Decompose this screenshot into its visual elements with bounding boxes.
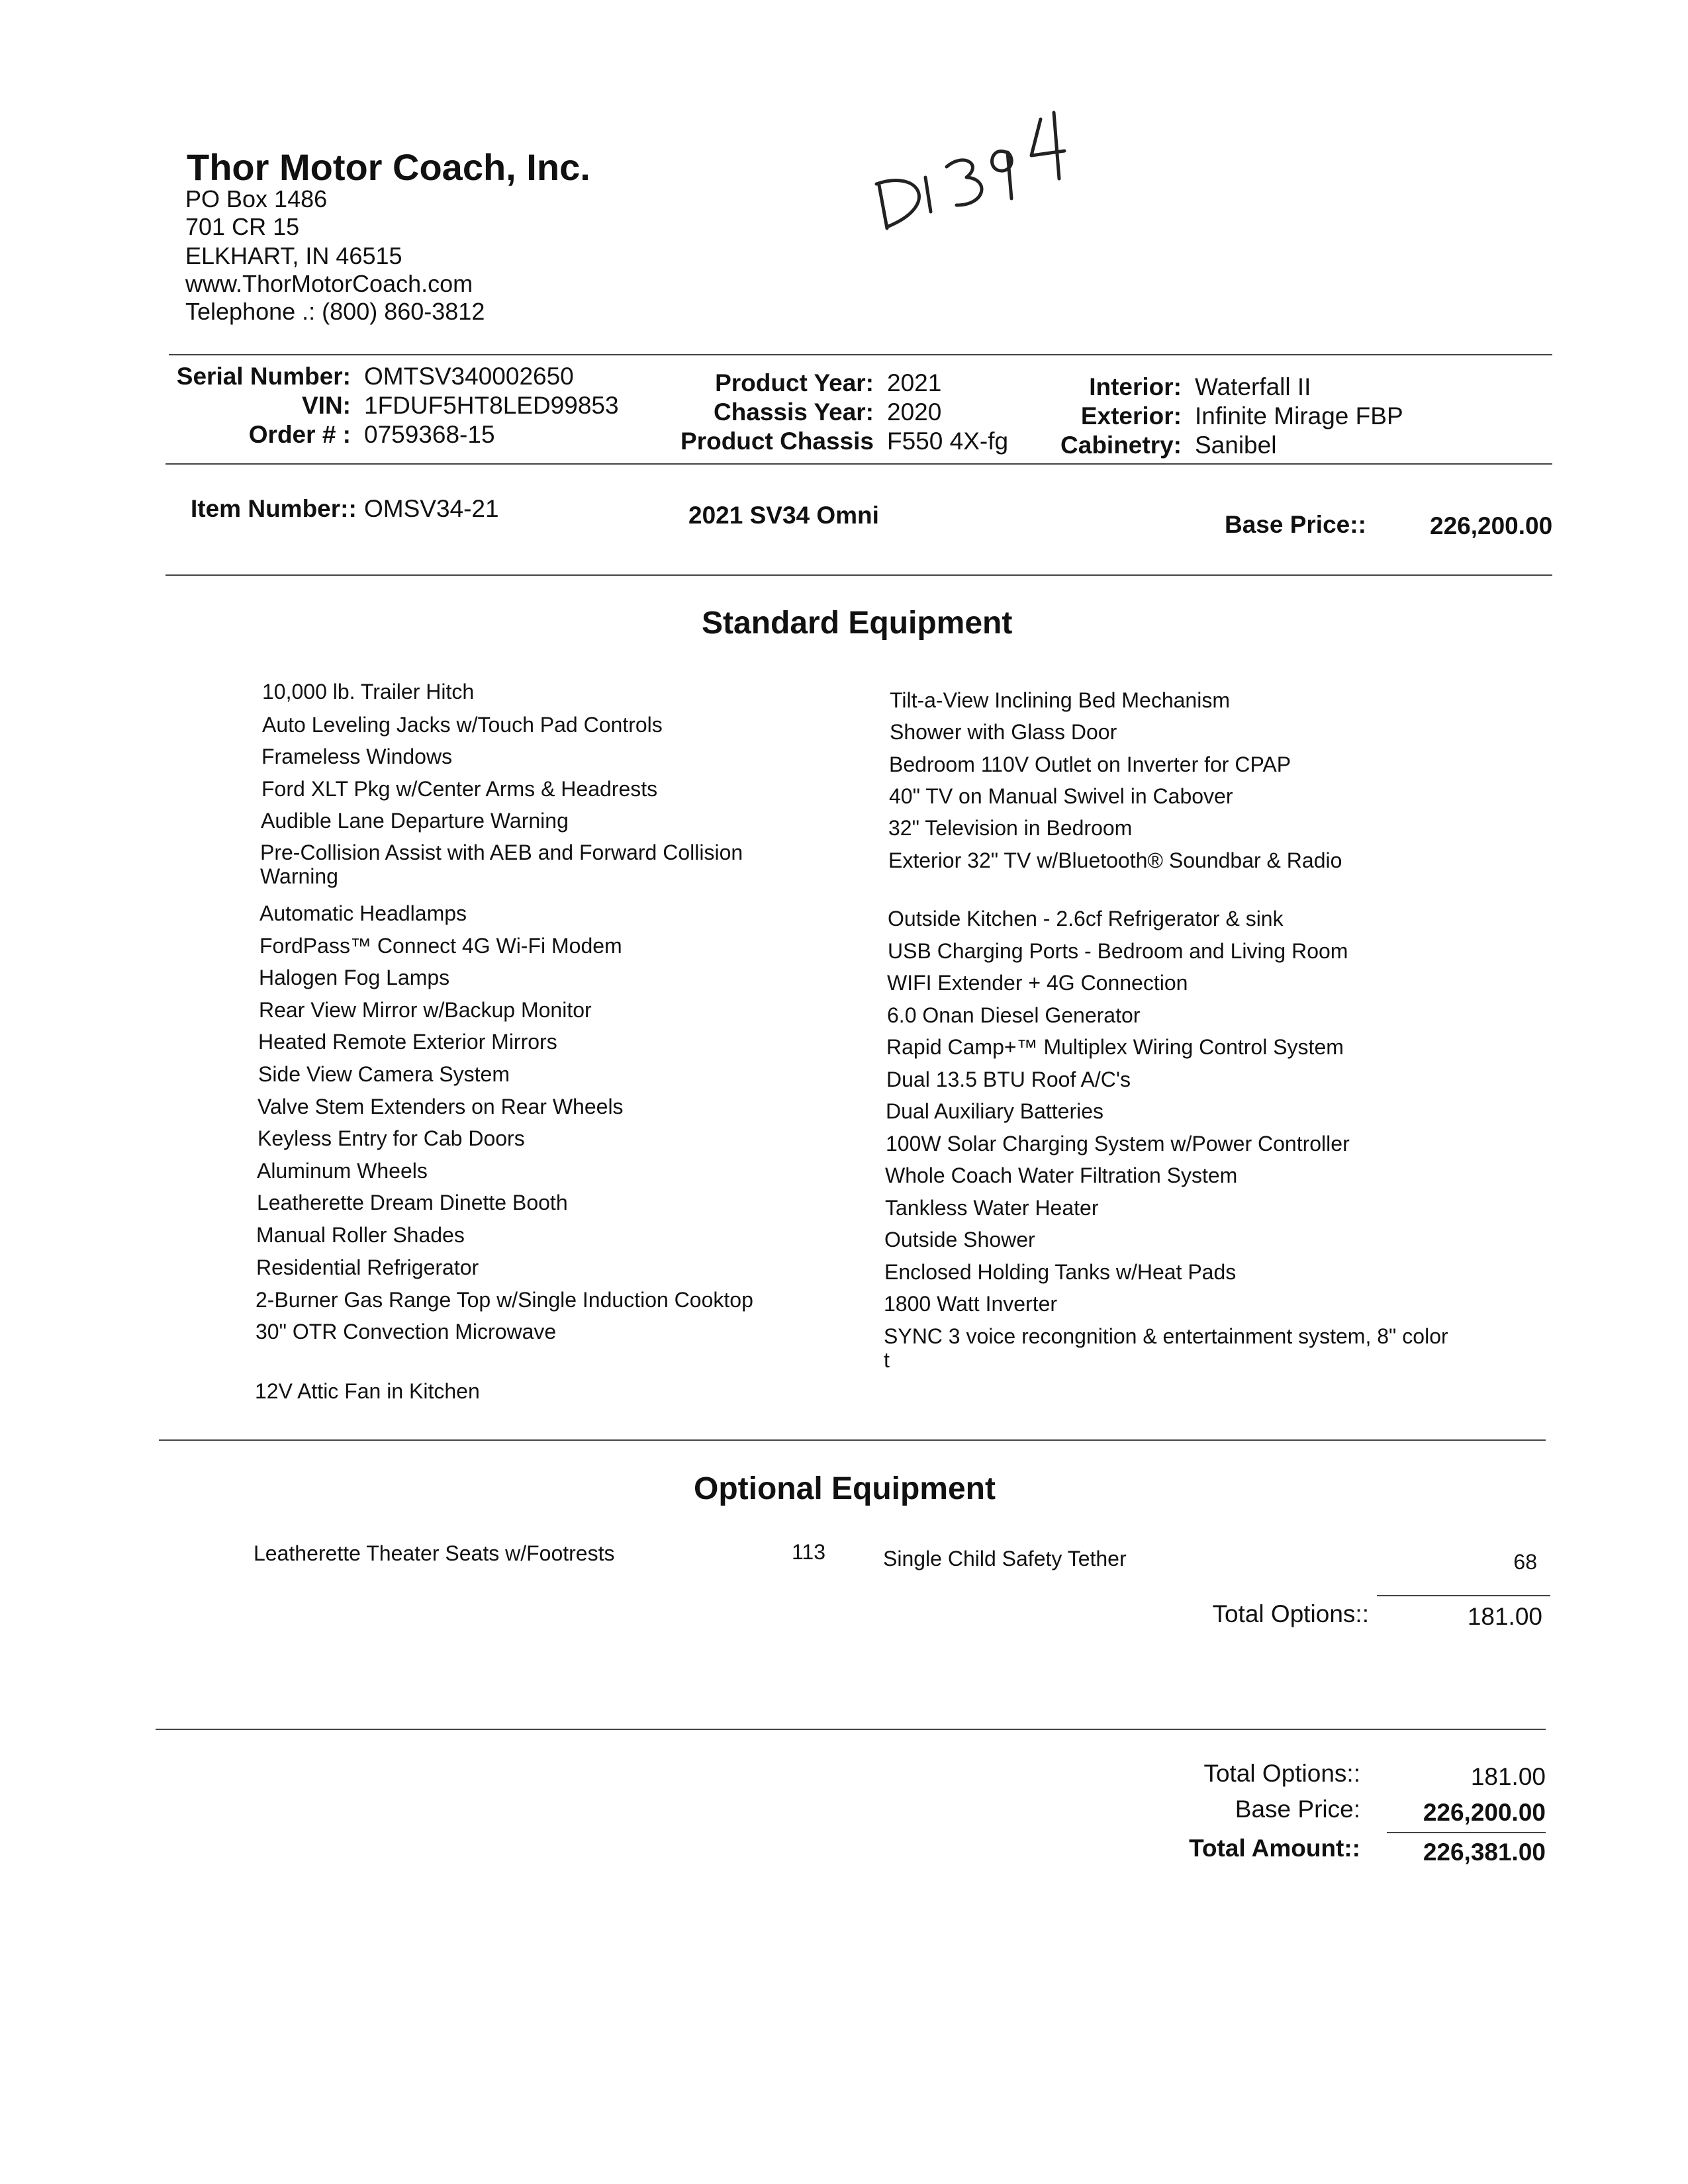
- item-number-label: Item Number::: [191, 495, 357, 522]
- std-left-item-9: Halogen Fog Lamps: [259, 966, 450, 989]
- rule-summary: [156, 1729, 1546, 1730]
- optional-total-value: 181.00: [1467, 1603, 1542, 1630]
- product-chassis-value: F550 4X-fg: [887, 428, 1009, 455]
- std-right-item-7: Outside Kitchen - 2.6cf Refrigerator & sink: [888, 907, 1284, 931]
- item-number-value: OMSV34-21: [364, 495, 499, 522]
- std-right-item-19: 1800 Watt Inverter: [884, 1292, 1058, 1316]
- address-line-2: 701 CR 15: [185, 213, 300, 240]
- summary-base-price-value: 226,200.00: [1423, 1799, 1546, 1826]
- std-right-item-20: SYNC 3 voice recongnition & entertainment system, 8" color t: [884, 1324, 1448, 1372]
- rule-item: [165, 574, 1552, 576]
- std-right-item-3: Bedroom 110V Outlet on Inverter for CPAP: [889, 752, 1291, 776]
- std-right-item-16: Tankless Water Heater: [885, 1196, 1099, 1220]
- summary-total-options-label: Total Options::: [1203, 1760, 1360, 1787]
- std-left-item-10: Rear View Mirror w/Backup Monitor: [259, 998, 592, 1022]
- std-right-item-12: Dual 13.5 BTU Roof A/C's: [886, 1068, 1131, 1091]
- optional-item-2-name: Single Child Safety Tether: [883, 1547, 1127, 1570]
- vin-label: VIN:: [302, 392, 351, 419]
- std-left-item-7: Automatic Headlamps: [259, 901, 467, 925]
- chassis-year-value: 2020: [887, 398, 942, 426]
- summary-total-amount-label: Total Amount::: [1189, 1835, 1360, 1862]
- company-name: Thor Motor Coach, Inc.: [187, 146, 590, 188]
- product-chassis-label: Product Chassis: [680, 428, 874, 455]
- summary-base-price-label: Base Price:: [1235, 1796, 1360, 1823]
- interior-value: Waterfall II: [1195, 373, 1311, 400]
- rule-top: [169, 354, 1552, 355]
- order-number-value: 0759368-15: [364, 421, 495, 448]
- summary-total-amount-value: 226,381.00: [1423, 1839, 1546, 1866]
- rule-grand-total: [1387, 1832, 1546, 1833]
- order-number-label: Order # :: [248, 421, 351, 448]
- serial-number-label: Serial Number:: [176, 363, 351, 390]
- std-right-item-13: Dual Auxiliary Batteries: [886, 1099, 1104, 1123]
- rule-vehicle: [165, 463, 1552, 465]
- cabinetry-value: Sanibel: [1195, 432, 1277, 459]
- std-left-item-19: 2-Burner Gas Range Top w/Single Induction Cooktop: [256, 1288, 753, 1312]
- std-left-item-1: 10,000 lb. Trailer Hitch: [262, 680, 475, 704]
- std-left-item-16: Leatherette Dream Dinette Booth: [257, 1191, 568, 1214]
- chassis-year-label: Chassis Year:: [713, 398, 874, 426]
- item-model: 2021 SV34 Omni: [688, 502, 879, 529]
- std-left-item-14: Keyless Entry for Cab Doors: [258, 1126, 525, 1150]
- std-right-item-10: 6.0 Onan Diesel Generator: [887, 1003, 1141, 1027]
- std-left-item-17: Manual Roller Shades: [256, 1223, 465, 1247]
- exterior-label: Exterior:: [1080, 402, 1182, 430]
- std-left-item-15: Aluminum Wheels: [257, 1159, 428, 1183]
- exterior-value: Infinite Mirage FBP: [1195, 402, 1403, 430]
- std-left-item-3: Frameless Windows: [261, 745, 453, 768]
- std-right-item-17: Outside Shower: [884, 1228, 1035, 1251]
- optional-equipment-title: Optional Equipment: [694, 1471, 996, 1506]
- optional-item-1-price: 113: [792, 1540, 826, 1564]
- std-left-item-11: Heated Remote Exterior Mirrors: [258, 1030, 557, 1054]
- std-left-item-4: Ford XLT Pkg w/Center Arms & Headrests: [261, 777, 658, 801]
- summary-total-options-value: 181.00: [1470, 1763, 1546, 1790]
- std-right-item-6: Exterior 32" TV w/Bluetooth® Soundbar & Radio: [888, 848, 1342, 872]
- std-left-item-21: 12V Attic Fan in Kitchen: [255, 1379, 480, 1403]
- std-right-item-11: Rapid Camp+™ Multiplex Wiring Control System: [886, 1035, 1344, 1059]
- std-left-item-12: Side View Camera System: [258, 1062, 510, 1086]
- std-right-item-9: WIFI Extender + 4G Connection: [887, 971, 1188, 995]
- address-line-3: ELKHART, IN 46515: [185, 242, 402, 269]
- product-year-value: 2021: [887, 369, 942, 396]
- std-left-item-8: FordPass™ Connect 4G Wi-Fi Modem: [259, 934, 622, 958]
- optional-item-1-name: Leatherette Theater Seats w/Footrests: [254, 1541, 615, 1565]
- std-right-item-14: 100W Solar Charging System w/Power Controller: [886, 1132, 1350, 1156]
- std-right-item-18: Enclosed Holding Tanks w/Heat Pads: [884, 1260, 1237, 1284]
- rule-standard-equipment: [159, 1439, 1546, 1441]
- optional-item-2-price: 68: [1513, 1550, 1537, 1574]
- std-left-item-2: Auto Leveling Jacks w/Touch Pad Controls: [262, 713, 663, 737]
- handwritten-note-drawing: [867, 106, 1079, 238]
- website: www.ThorMotorCoach.com: [185, 270, 473, 297]
- vin-value: 1FDUF5HT8LED99853: [364, 392, 619, 419]
- std-left-item-18: Residential Refrigerator: [256, 1255, 479, 1279]
- base-price-value: 226,200.00: [1430, 512, 1553, 539]
- product-year-label: Product Year:: [715, 369, 874, 396]
- std-right-item-4: 40" TV on Manual Swivel in Cabover: [889, 784, 1233, 808]
- standard-equipment-title: Standard Equipment: [702, 606, 1013, 641]
- optional-total-label: Total Options::: [1212, 1600, 1369, 1627]
- std-right-item-15: Whole Coach Water Filtration System: [885, 1163, 1238, 1187]
- std-right-item-5: 32" Television in Bedroom: [888, 816, 1133, 840]
- std-left-item-5: Audible Lane Departure Warning: [261, 809, 569, 833]
- std-left-item-6: Pre-Collision Assist with AEB and Forward Collision Warning: [260, 841, 743, 888]
- std-left-item-13: Valve Stem Extenders on Rear Wheels: [258, 1095, 624, 1118]
- serial-number-value: OMTSV340002650: [364, 363, 574, 390]
- std-right-item-2: Shower with Glass Door: [890, 720, 1117, 744]
- cabinetry-label: Cabinetry:: [1060, 432, 1182, 459]
- address-line-1: PO Box 1486: [185, 185, 328, 212]
- telephone: Telephone .: (800) 860-3812: [185, 298, 485, 325]
- std-right-item-8: USB Charging Ports - Bedroom and Living Room: [888, 939, 1348, 963]
- rule-options-subtotal: [1377, 1595, 1550, 1596]
- std-left-item-20: 30" OTR Convection Microwave: [256, 1320, 557, 1343]
- base-price-label: Base Price::: [1225, 511, 1366, 538]
- interior-label: Interior:: [1089, 373, 1182, 400]
- std-right-item-1: Tilt-a-View Inclining Bed Mechanism: [890, 688, 1230, 712]
